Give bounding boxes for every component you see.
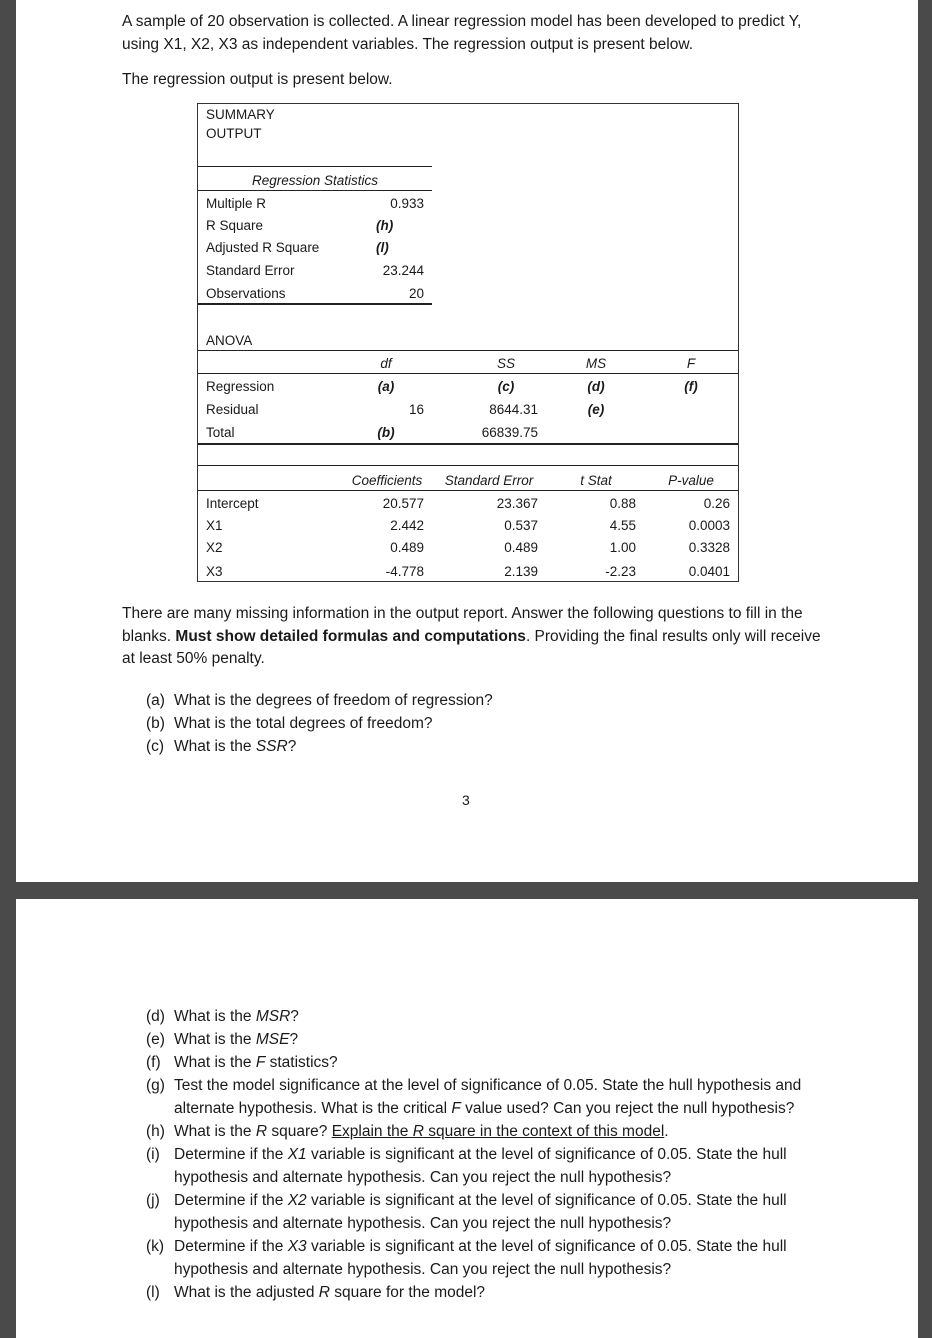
question-b: [146, 712, 826, 735]
question-term: R: [412, 1123, 424, 1140]
question-text: What is the: [174, 1008, 256, 1025]
divider: [198, 303, 432, 305]
coef-header: t Stat: [580, 473, 612, 488]
tstat-value: -2.23: [605, 564, 636, 579]
se-value: 0.489: [504, 540, 538, 555]
divider: [198, 465, 738, 466]
reg-stats-title: Regression Statistics: [251, 173, 379, 188]
coef-row-label: Intercept: [206, 496, 259, 511]
question-text: ?: [290, 1008, 299, 1025]
summary-title-line2: OUTPUT: [206, 126, 262, 141]
coef-header: Standard Error: [444, 473, 534, 488]
question-term: SSR: [255, 738, 288, 755]
question-label: (i): [146, 1146, 160, 1163]
reg-stat-value-missing: (h): [376, 218, 394, 233]
anova-f-missing: (f): [684, 379, 698, 394]
question-text: Explain the: [331, 1123, 413, 1140]
se-value: 0.537: [504, 518, 538, 533]
reg-stat-value: 0.933: [390, 196, 424, 211]
divider: [198, 166, 432, 167]
question-text: variable is significant at the level of significance of 0.05. State the hull hypothesis and alternate hypothesis. Can you reject the null hypothesis?: [174, 1238, 787, 1278]
anova-df-missing: (a): [377, 379, 395, 394]
tstat-value: 4.55: [609, 518, 636, 533]
instructions-text: There are many missing information in the output report. Answer the following questions to fill in the blanks.: [122, 605, 803, 645]
question-term: MSE: [255, 1031, 290, 1048]
reg-stat-label: Adjusted R Square: [206, 240, 320, 255]
question-text: Determine if the: [174, 1238, 288, 1255]
question-text: ?: [289, 1031, 299, 1048]
question-text: Determine if the: [174, 1146, 288, 1163]
divider: [198, 350, 738, 351]
question-label: (j): [146, 1192, 160, 1209]
tstat-value: 1.00: [609, 540, 636, 555]
question-text: Determine if the: [174, 1192, 288, 1209]
question-label: (b): [146, 715, 165, 732]
divider: [198, 190, 432, 191]
question-term: X3: [287, 1238, 307, 1255]
reg-stat-label: Observations: [206, 286, 286, 301]
instructions-emphasis: Must show detailed formulas and computations: [175, 627, 526, 645]
question-term: MSR: [255, 1008, 291, 1025]
page-number: 3: [462, 792, 470, 808]
question-list-page1: [146, 689, 826, 758]
anova-ms-missing: (d): [587, 379, 605, 394]
pvalue-value: 0.0401: [688, 564, 730, 579]
question-term: X2: [287, 1192, 307, 1209]
divider: [198, 373, 738, 374]
question-text: Test the model significance at the level of significance of 0.05. State the hull hypothesis and alternate hypothesis. What is the critical: [174, 1077, 802, 1117]
question-text: square in the context of this model: [423, 1123, 665, 1140]
instructions-text: . Providing the final results only will receive at least 50% penalty.: [122, 627, 821, 667]
coef-row-label: X3: [206, 564, 223, 579]
question-text: What is the: [174, 1031, 256, 1048]
question-a: [146, 689, 826, 712]
reg-stat-value: 20: [408, 286, 424, 301]
reg-stat-label: R Square: [206, 218, 264, 233]
pvalue-value: 0.26: [703, 496, 730, 511]
question-text: What is the adjusted: [174, 1284, 319, 1301]
question-text: ?: [287, 738, 297, 755]
question-g: [146, 1074, 826, 1120]
anova-ss: 66839.75: [481, 425, 538, 440]
anova-df: 16: [408, 402, 424, 417]
question-label: (h): [146, 1123, 165, 1140]
question-list-page2: [146, 1005, 826, 1304]
intro-subline: The regression output is present below.: [122, 71, 393, 88]
reg-stat-label: Multiple R: [206, 196, 267, 211]
anova-row-label: Total: [206, 425, 235, 440]
reg-stat-label: Standard Error: [206, 263, 295, 278]
intro-paragraph: A sample of 20 observation is collected. A linear regression model has been developed to predict Y, using X1, X2, X3 as independent variables. The regression output is present below.: [122, 13, 802, 53]
coef-header: Coefficients: [351, 473, 423, 488]
anova-ms-missing: (e): [587, 402, 605, 417]
instructions-paragraph: [122, 603, 822, 671]
question-text: What is the: [174, 738, 256, 755]
question-text: .: [664, 1123, 669, 1140]
question-label: (e): [146, 1031, 165, 1048]
coef-value: 0.489: [390, 540, 424, 555]
anova-header-ss: SS: [496, 356, 515, 371]
coef-value: 2.442: [390, 518, 424, 533]
coef-header: P-value: [668, 473, 714, 488]
question-l: [146, 1281, 826, 1304]
anova-df-missing: (b): [377, 425, 395, 440]
anova-ss: 8644.31: [489, 402, 538, 417]
question-term: R: [318, 1284, 330, 1301]
anova-header-ms: MS: [585, 356, 607, 371]
question-text: square for the model?: [329, 1284, 486, 1301]
question-d: [146, 1005, 826, 1028]
question-text: What is the total degrees of freedom?: [174, 715, 433, 732]
anova-title: ANOVA: [206, 333, 253, 348]
question-f: [146, 1051, 826, 1074]
reg-stat-value-missing: (l): [376, 240, 389, 255]
question-term: F: [255, 1054, 266, 1071]
anova-header-df: df: [380, 356, 392, 371]
question-text: statistics?: [265, 1054, 338, 1071]
question-term: X1: [287, 1146, 307, 1163]
coef-row-label: X1: [206, 518, 223, 533]
question-j: [146, 1189, 826, 1235]
anova-header-f: F: [686, 356, 696, 371]
question-k: [146, 1235, 826, 1281]
divider: [198, 443, 738, 445]
coef-value: -4.778: [385, 564, 424, 579]
question-label: (c): [146, 738, 165, 755]
question-text: What is the: [174, 1054, 256, 1071]
question-term: R: [255, 1123, 268, 1140]
document-page-2: [16, 899, 918, 1338]
se-value: 2.139: [504, 564, 538, 579]
tstat-value: 0.88: [609, 496, 636, 511]
divider: [198, 490, 738, 491]
question-label: (g): [146, 1077, 165, 1094]
summary-title-line1: SUMMARY: [206, 107, 275, 122]
question-c: [146, 735, 826, 758]
question-text: variable is significant at the level of significance of 0.05. State the hull hypothesis and alternate hypothesis. Can you reject the null hypothesis?: [174, 1192, 787, 1232]
reg-stat-value: 23.244: [382, 263, 424, 278]
coef-row-label: X2: [206, 540, 223, 555]
question-label: (k): [146, 1238, 165, 1255]
question-i: [146, 1143, 826, 1189]
regression-output-table: [197, 103, 739, 582]
question-text: What is the: [174, 1123, 256, 1140]
question-text: What is the degrees of freedom of regression?: [174, 692, 493, 709]
question-term: F: [451, 1100, 461, 1117]
question-label: (a): [146, 692, 165, 709]
question-underlined-text: [332, 1123, 665, 1140]
question-h: [146, 1120, 826, 1143]
anova-row-label: Regression: [206, 379, 275, 394]
intro-text: [122, 10, 812, 91]
coef-value: 20.577: [382, 496, 424, 511]
question-label: (f): [146, 1054, 161, 1071]
pvalue-value: 0.0003: [688, 518, 730, 533]
question-text: variable is significant at the level of significance of 0.05. State the hull hypothesis and alternate hypothesis. Can you reject the null hypothesis?: [174, 1146, 787, 1186]
question-label: (d): [146, 1008, 165, 1025]
question-e: [146, 1028, 826, 1051]
anova-ss-missing: (c): [497, 379, 515, 394]
document-page-1: [16, 0, 918, 882]
question-text: value used? Can you reject the null hypothesis?: [460, 1100, 795, 1117]
anova-row-label: Residual: [206, 402, 259, 417]
se-value: 23.367: [496, 496, 538, 511]
pvalue-value: 0.3328: [688, 540, 730, 555]
question-text: square?: [267, 1123, 332, 1140]
question-label: (l): [146, 1284, 160, 1301]
